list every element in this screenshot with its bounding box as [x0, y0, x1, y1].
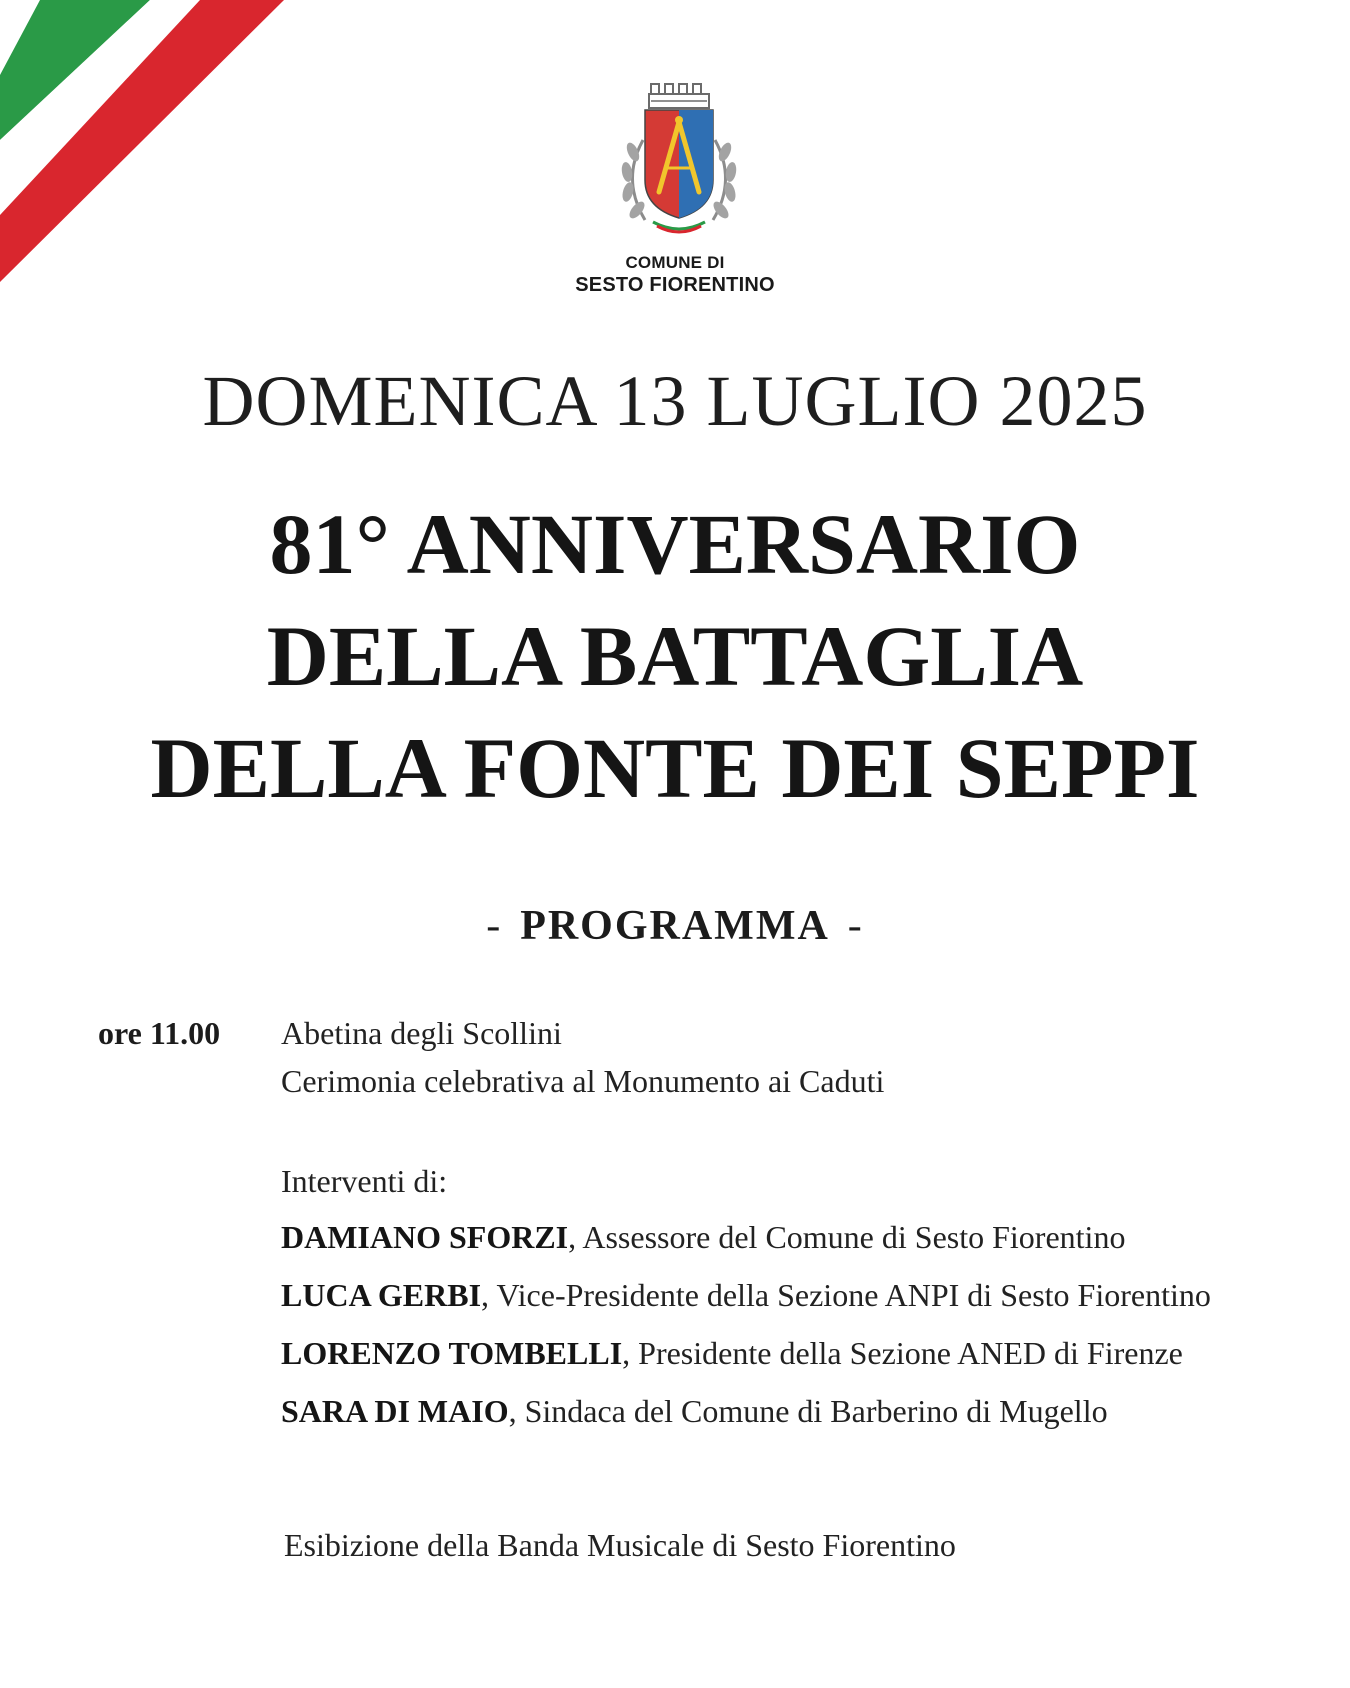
speakers-label: Interventi di: — [281, 1163, 448, 1199]
event-place: Abetina degli Scollini — [281, 1015, 562, 1051]
speaker-row — [281, 1274, 1211, 1316]
coat-of-arms-icon — [603, 80, 755, 240]
speaker-name: LORENZO TOMBELLI — [281, 1335, 623, 1371]
speaker-role: , Assessore del Comune di Sesto Fiorentino — [568, 1219, 1126, 1255]
speaker-name: LUCA GERBI — [281, 1277, 482, 1313]
programma-dash-right: - — [847, 903, 864, 949]
speaker-name: DAMIANO SFORZI — [281, 1219, 569, 1255]
title-line-1: 81° ANNIVERSARIO — [269, 496, 1081, 592]
speaker-row — [281, 1216, 1125, 1258]
title-line-2: DELLA BATTAGLIA — [266, 608, 1084, 704]
logo-line-2: SESTO FIORENTINO — [575, 274, 775, 296]
municipality-name — [0, 252, 1350, 296]
closing-note: Esibizione della Banda Musicale di Sesto Fiorentino — [284, 1527, 956, 1563]
speaker-row — [281, 1390, 1108, 1432]
speaker-row — [281, 1332, 1183, 1374]
logo-line-1: COMUNE DI — [625, 253, 725, 272]
speaker-role: , Sindaca del Comune di Barberino di Mugello — [508, 1393, 1108, 1429]
programma-heading — [0, 898, 1350, 954]
event-time: ore 11.00 — [98, 1015, 221, 1051]
italian-flag-ribbon — [0, 0, 290, 290]
programma-label: PROGRAMMA — [520, 903, 830, 949]
title-line-3: DELLA FONTE DEI SEPPI — [150, 720, 1200, 816]
speaker-role: , Presidente della Sezione ANED di Firenze — [622, 1335, 1183, 1371]
programma-dash-left: - — [486, 903, 503, 949]
event-description: Cerimonia celebrativa al Monumento ai Caduti — [281, 1063, 885, 1099]
event-date: DOMENICA 13 LUGLIO 2025 — [202, 361, 1148, 441]
speaker-role: , Vice-Presidente della Sezione ANPI di Sesto Fiorentino — [481, 1277, 1211, 1313]
speaker-name: SARA DI MAIO — [281, 1393, 509, 1429]
event-title — [0, 488, 1350, 824]
